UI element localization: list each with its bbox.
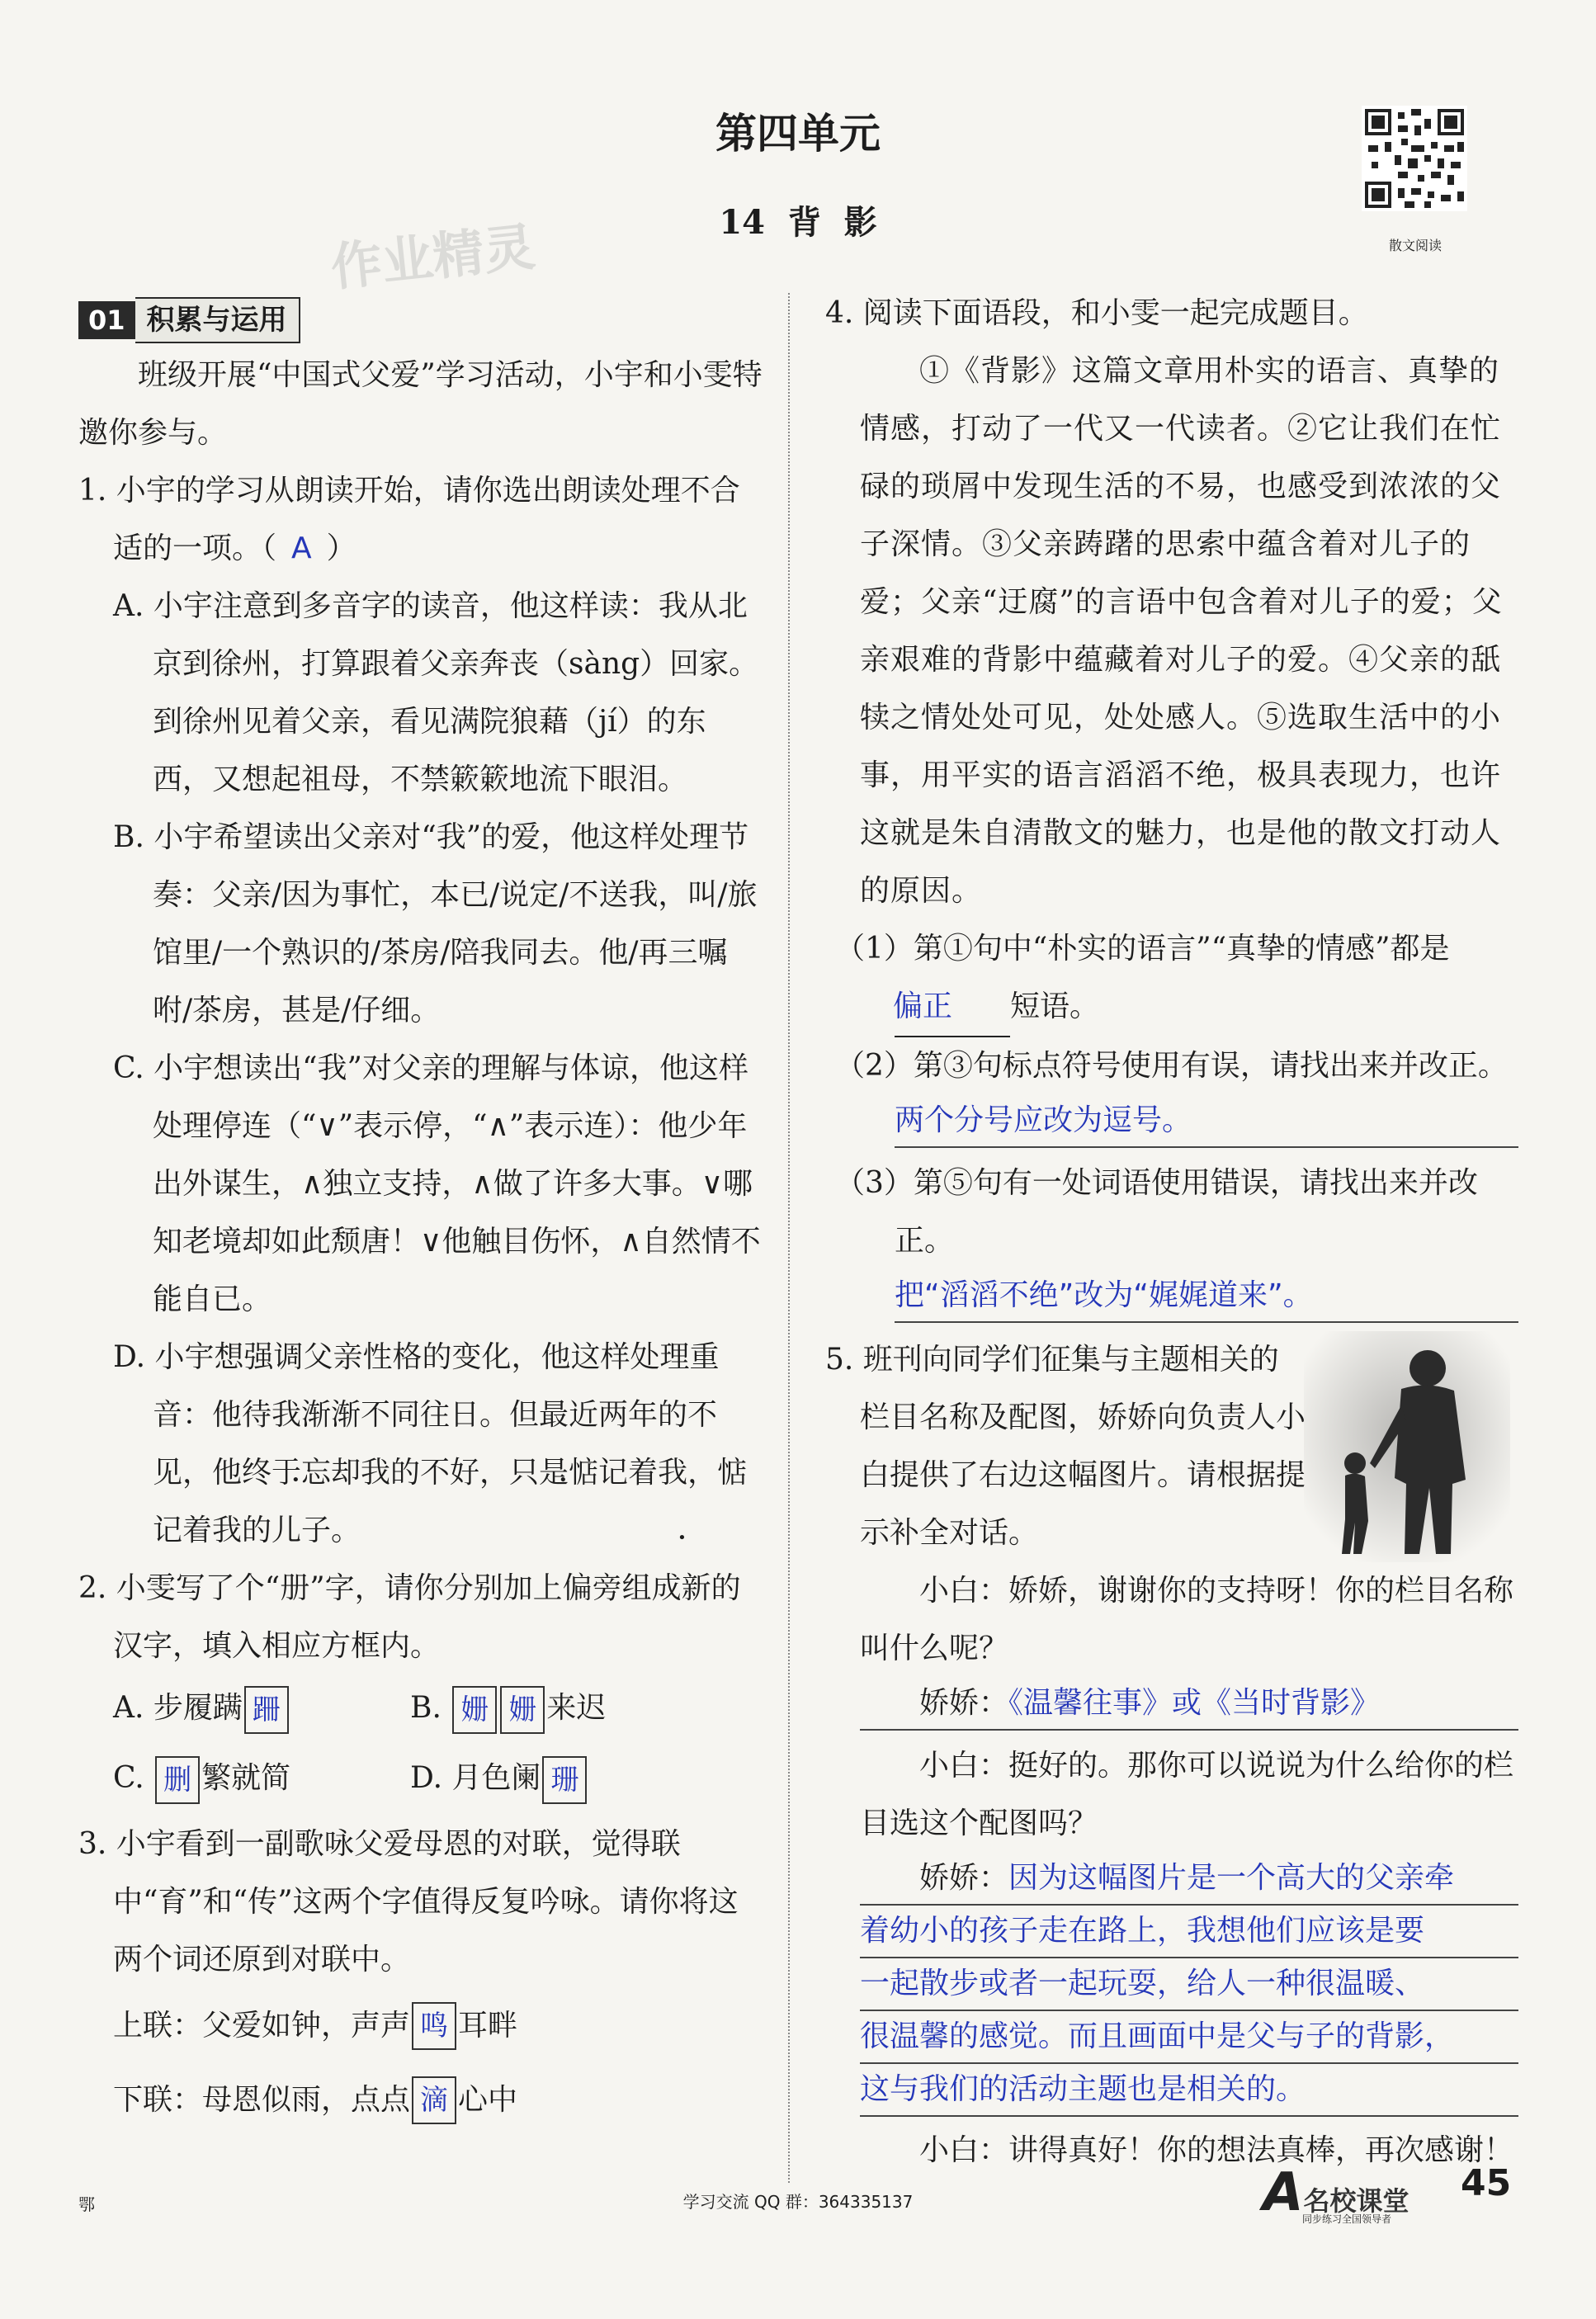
q1-option-a: A. 小宇注意到多音字的读音，他这样读：我从北京到徐州，打算跟着父亲奔丧（sàng）回家。到徐州见着父亲，看见满院狼藉（jí）的东西，又想起祖母，不禁簌簌地流下眼泪。: [113, 589, 759, 796]
q1-d-part: 着我的儿子。: [182, 1514, 361, 1547]
q1-option-d: [78, 1329, 763, 1560]
q2-c: [113, 1750, 410, 1807]
left-column: [78, 347, 763, 2137]
q5-d4-answer-line[interactable]: 这与我们的活动主题也是相关的。: [860, 2064, 1518, 2117]
q5-d2-answer[interactable]: 《温馨往事》或《当时背影》: [1008, 1686, 1381, 1720]
q2-b-label: B.: [410, 1691, 441, 1725]
q2-row-1: [78, 1675, 763, 1741]
qr-code[interactable]: [1362, 106, 1467, 211]
q2-c-label: C.: [113, 1761, 144, 1795]
q5-stem: 5. 班刊向同学们征集与主题相关的栏目名称及配图，娇娇向负责人小白提供了右边这幅图片。请根据提示补全对话。: [825, 1343, 1306, 1550]
q1-stem-end: ）: [326, 531, 357, 565]
q5-block: [825, 1331, 1518, 1562]
right-column: [825, 285, 1518, 2180]
q3-upper-tail: 耳畔: [458, 2009, 518, 2043]
q2-d: [410, 1750, 588, 1807]
q2-c-tail: 繁就简: [201, 1761, 291, 1795]
q1-stem-text: 1. 小宇的学习从朗读开始，请你选出朗读处理不合适的一项。（: [78, 474, 740, 565]
column-divider: [788, 293, 790, 2183]
q5-dialogue-3: 小白：挺好的。那你可以说说为什么给你的栏目选这个配图吗？: [860, 1749, 1514, 1840]
footer-brand-logo: A名校课堂 同步练习全国领导者: [1263, 2162, 1409, 2225]
q4-sub2-answer[interactable]: 两个分号应改为逗号。: [895, 1095, 1518, 1148]
q3-upper-box[interactable]: 鸣: [412, 2002, 456, 2050]
q1-d-stress: 惦记: [153, 1456, 748, 1547]
section-label: [78, 297, 300, 343]
q2-d-label: D. 月色阑: [410, 1761, 541, 1795]
q1-d-stress: 忘却 •: [301, 1456, 361, 1490]
q1-stem: [78, 462, 763, 578]
intro-text: 班级开展“中国式父爱”学习活动，小宇和小雯特邀你参与。: [78, 358, 763, 450]
q4-sub1-answer[interactable]: 偏正: [895, 978, 1010, 1037]
q2-b-box-2[interactable]: 姗: [500, 1686, 545, 1734]
q1-option-c: C. 小宇想读出“我”对父亲的理解与体谅，他这样处理停连（“∨”表示停，“∧”表示连）：他少年出外谋生，∧独立支持，∧做了许多大事。∨哪知老境却如此颓唐！∨他触目伤怀，∧自然情不能自已。: [113, 1051, 761, 1316]
father-son-image: [1304, 1331, 1510, 1562]
q4-sub1-tail: 短语。: [1010, 989, 1100, 1023]
q1-d-part: 不同往日。但最近两年的不见，他终于: [153, 1398, 718, 1490]
footer-brand: 名校课堂: [1303, 2185, 1409, 2217]
q4-sub1-text: （1）第①句中“朴实的语言”“真挚的情感”都是: [835, 932, 1450, 966]
watermark: 作业精灵: [328, 216, 538, 298]
q3-lower-box[interactable]: 滴: [412, 2076, 456, 2124]
q3-upper-label: 上联：父爱如钟，声声: [113, 2009, 411, 2043]
q2-a: [113, 1679, 410, 1737]
unit-title: 第四单元: [715, 110, 881, 158]
q1-answer: A: [291, 531, 312, 565]
q4-sub3: （3）第⑤句有一处词语使用错误，请找出来并改正。: [835, 1166, 1478, 1258]
q1-d-part: 着我，: [628, 1456, 718, 1490]
q2-row-2: [78, 1741, 763, 1816]
section-title: 积累与运用: [135, 297, 300, 343]
q2-d-box[interactable]: 珊: [542, 1756, 587, 1804]
q2-stem: 2. 小雯写了个“册”字，请你分别加上偏旁组成新的汉字，填入相应方框内。: [78, 1571, 741, 1663]
q2-c-box[interactable]: 删: [155, 1756, 200, 1804]
q1-d-part: D. 小宇想强调父亲性格的变化，他这样处理重音：他待我渐渐: [113, 1340, 720, 1432]
page-number: 45: [1461, 2162, 1512, 2204]
q5-dialogue-2: [860, 1678, 1518, 1731]
q1-option-b: B. 小宇希望读出父亲对“我”的爱，他这样处理节奏：父亲/因为事忙，本已/说定/不送我，叫/旅馆里/一个熟识的/茶房/陪我同去。他/再三嘱咐/茶房，甚是/仔细。: [113, 820, 758, 1027]
q5-d4-answer-line[interactable]: 着幼小的孩子走在路上，我想他们应该是要: [860, 1906, 1518, 1958]
q5-dialogue-1: 小白：娇娇，谢谢你的支持呀！你的栏目名称叫什么呢？: [860, 1574, 1514, 1665]
q3-lower-tail: 心中: [458, 2083, 518, 2117]
footer-left-mark: 鄂: [78, 2194, 95, 2214]
q5-d4-answer-line[interactable]: 很温馨的感觉。而且画面中是父与子的背影，: [860, 2011, 1518, 2064]
q5-dialogue-5: 小白：讲得真好！你的想法真棒，再次感谢！: [919, 2133, 1514, 2167]
q3-stem: 3. 小宇看到一副歌咏父爱母恩的对联，觉得联中“育”和“传”这两个字值得反复吟咏。请你将这两个词还原到对联中。: [78, 1827, 739, 1977]
q3-lower: [78, 2063, 763, 2137]
q5-d4-answer-line[interactable]: 一起散步或者一起玩耍，给人一种很温暖、: [860, 1958, 1518, 2011]
q3-lower-label: 下联：母恩似雨，点点: [113, 2083, 411, 2117]
qr-caption: 散文阅读: [1388, 238, 1442, 253]
q1-d-part: 我的不好，只是: [361, 1456, 569, 1490]
lesson-title: 14 背 影: [719, 203, 877, 242]
q5-d4-line: [860, 1853, 1518, 1906]
q3-upper: [78, 1989, 763, 2063]
q2-b-box-1[interactable]: 姗: [452, 1686, 497, 1734]
footer-brand-sub: 同步练习全国领导者: [1302, 2213, 1392, 2225]
q4-stem: 4. 阅读下面语段，和小雯一起完成题目。: [825, 296, 1368, 330]
q5-d2-label: 娇娇：: [919, 1686, 1009, 1720]
q4-passage: ①《背影》这篇文章用朴实的语言、真挚的情感，打动了一代又一代读者。②它让我们在忙碌的琐屑中发现生活的不易，也感受到浓浓的父子深情。③父亲踌躇的思索中蕴含着对儿子的爱；父亲“迂腐”的言语中包含着对儿子的爱；父亲艰难的背影中蕴藏着对儿子的爱。④父亲的舐犊之情处处可见，处处感人。⑤选取生活中的小事，用平实的语言滔滔不绝，极具表现力，也许这就是朱自清散文的魅力，也是他的散文打动人的原因。: [860, 354, 1503, 908]
q5-d4-answer-line[interactable]: 因为这幅图片是一个高大的父亲牵: [1008, 1861, 1455, 1895]
q4-sub2: （2）第③句标点符号使用有误，请找出来并改正。: [835, 1049, 1508, 1083]
q2-b: [410, 1679, 606, 1737]
section-number: 01: [78, 301, 135, 339]
q5-dialogue-4: [860, 1853, 1518, 2117]
q2-a-label: A. 步履蹒: [113, 1691, 243, 1725]
q4-sub3-answer[interactable]: 把“滔滔不绝”改为“娓娓道来”。: [895, 1270, 1518, 1323]
footer-qq: 学习交流 QQ 群：364335137: [682, 2192, 914, 2212]
q2-a-box[interactable]: 跚: [244, 1686, 289, 1734]
q5-d4-label: 娇娇：: [919, 1861, 1009, 1895]
q2-b-tail: 来迟: [546, 1691, 607, 1725]
q1-d-stress: 惦记 •: [569, 1456, 628, 1490]
q4-sub1: [825, 920, 1518, 1037]
